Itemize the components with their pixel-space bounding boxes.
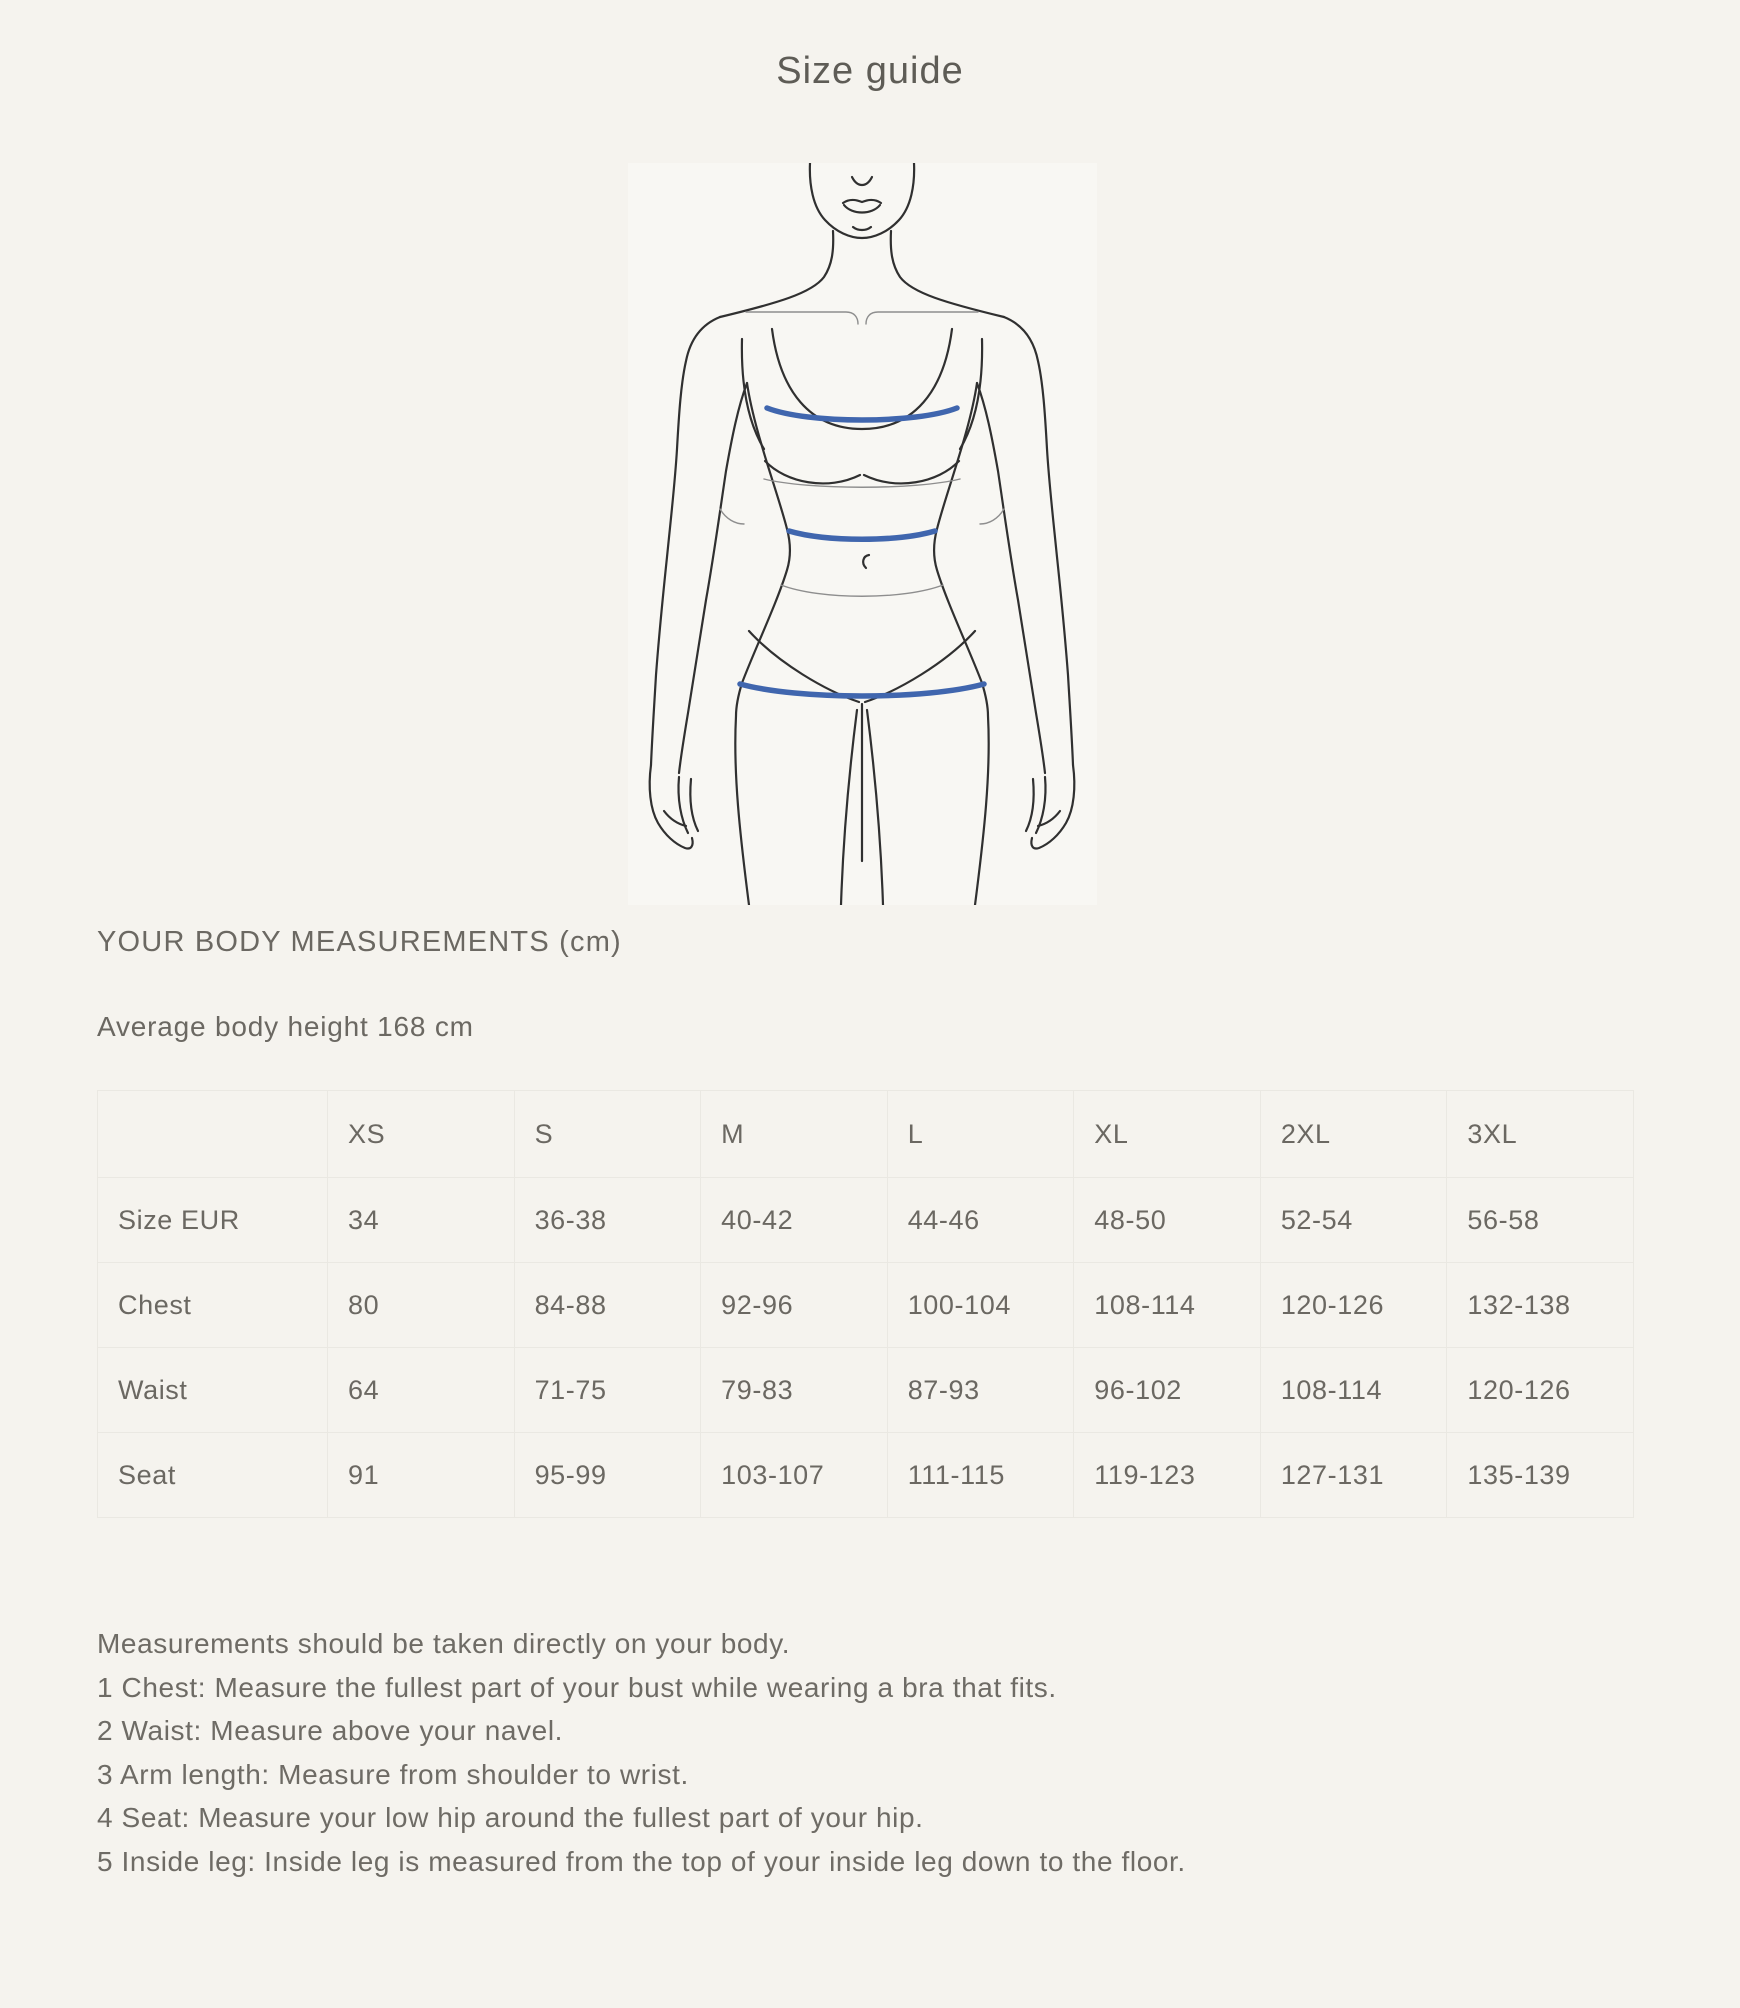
note-line: 2 Waist: Measure above your navel. xyxy=(97,1715,564,1747)
size-value-cell: 48-50 xyxy=(1074,1178,1261,1263)
size-value-cell: 120-126 xyxy=(1260,1263,1447,1348)
size-value-cell: 132-138 xyxy=(1447,1263,1634,1348)
column-header: 3XL xyxy=(1447,1091,1634,1178)
body-figure-illustration xyxy=(628,163,1097,905)
table-row xyxy=(98,1263,1634,1348)
table-row xyxy=(98,1178,1634,1263)
neck-right xyxy=(891,231,1004,317)
size-value-cell: 120-126 xyxy=(1447,1348,1634,1433)
average-height-text: Average body height 168 cm xyxy=(97,1011,474,1042)
elbow-crease-right xyxy=(980,509,1004,524)
column-header: 2XL xyxy=(1260,1091,1447,1178)
size-value-cell: 84-88 xyxy=(514,1263,701,1348)
size-value-cell: 71-75 xyxy=(514,1348,701,1433)
size-value-cell: 34 xyxy=(328,1178,515,1263)
table-row xyxy=(98,1348,1634,1433)
row-label: Waist xyxy=(98,1348,328,1433)
size-value-cell: 44-46 xyxy=(887,1178,1074,1263)
size-value-cell: 108-114 xyxy=(1074,1263,1261,1348)
size-value-cell: 91 xyxy=(328,1433,515,1518)
bra-side-left xyxy=(742,339,764,449)
inner-thigh-right xyxy=(867,710,883,905)
collarbone-left xyxy=(746,312,858,324)
elbow-crease-left xyxy=(720,509,744,524)
size-value-cell: 52-54 xyxy=(1260,1178,1447,1263)
size-value-cell: 127-131 xyxy=(1260,1433,1447,1518)
column-header: XL xyxy=(1074,1091,1261,1178)
column-header: M xyxy=(701,1091,888,1178)
note-line: 5 Inside leg: Inside leg is measured from the top of your inside leg down to the floor. xyxy=(97,1845,1186,1877)
size-value-cell: 92-96 xyxy=(701,1263,888,1348)
chest-measure-line xyxy=(767,408,957,420)
size-value-cell: 87-93 xyxy=(887,1348,1074,1433)
column-header: XS xyxy=(328,1091,515,1178)
table-row xyxy=(98,1433,1634,1518)
column-header: S xyxy=(514,1091,701,1178)
size-table-header-row xyxy=(98,1091,1634,1178)
size-value-cell: 56-58 xyxy=(1447,1178,1634,1263)
size-value-cell: 135-139 xyxy=(1447,1433,1634,1518)
note-line: Measurements should be taken directly on your body. xyxy=(97,1628,791,1659)
bust-bottom-left xyxy=(765,461,860,483)
nose xyxy=(852,177,872,185)
row-label: Chest xyxy=(98,1263,328,1348)
neck-left xyxy=(720,231,833,317)
bra-side-right xyxy=(960,339,982,449)
right-hand xyxy=(1031,765,1074,849)
size-value-cell: 111-115 xyxy=(887,1433,1074,1518)
column-header: L xyxy=(887,1091,1074,1178)
upper-lip xyxy=(843,200,881,203)
size-value-cell: 80 xyxy=(328,1263,515,1348)
measurement-notes xyxy=(97,1622,1186,1884)
waist-measure-line xyxy=(789,531,935,539)
page-title: Size guide xyxy=(776,50,964,92)
section-heading: YOUR BODY MEASUREMENTS (cm) xyxy=(97,926,622,958)
underbust-band xyxy=(764,479,960,487)
chin-crease xyxy=(853,227,871,230)
size-table-header xyxy=(98,1091,1634,1178)
navel xyxy=(863,555,869,568)
row-label: Seat xyxy=(98,1433,328,1518)
face-outline xyxy=(810,163,914,238)
size-table xyxy=(97,1090,1634,1518)
size-value-cell: 40-42 xyxy=(701,1178,888,1263)
column-header xyxy=(98,1091,328,1178)
size-value-cell: 119-123 xyxy=(1074,1433,1261,1518)
size-value-cell: 100-104 xyxy=(887,1263,1074,1348)
size-value-cell: 64 xyxy=(328,1348,515,1433)
left-hand xyxy=(650,765,693,849)
note-line: 4 Seat: Measure your low hip around the fullest part of your hip. xyxy=(97,1802,924,1834)
size-value-cell: 108-114 xyxy=(1260,1348,1447,1433)
collarbone-right xyxy=(866,312,978,324)
lower-lip xyxy=(844,205,880,213)
note-line: 3 Arm length: Measure from shoulder to wrist. xyxy=(97,1758,689,1790)
row-label: Size EUR xyxy=(98,1178,328,1263)
size-value-cell: 96-102 xyxy=(1074,1348,1261,1433)
note-line: 1 Chest: Measure the fullest part of your bust while wearing a bra that fits. xyxy=(97,1671,1057,1703)
left-outer-arm xyxy=(651,317,720,765)
size-value-cell: 79-83 xyxy=(701,1348,888,1433)
size-value-cell: 103-107 xyxy=(701,1433,888,1518)
seat-measure-line xyxy=(740,684,984,696)
inner-thigh-left xyxy=(841,710,857,905)
body-outline-drawing xyxy=(628,163,1097,905)
size-table-body xyxy=(98,1178,1634,1518)
briefs-waistband xyxy=(781,585,943,596)
right-outer-arm xyxy=(1004,317,1073,765)
size-value-cell: 36-38 xyxy=(514,1178,701,1263)
size-value-cell: 95-99 xyxy=(514,1433,701,1518)
bust-bottom-right xyxy=(864,461,959,483)
